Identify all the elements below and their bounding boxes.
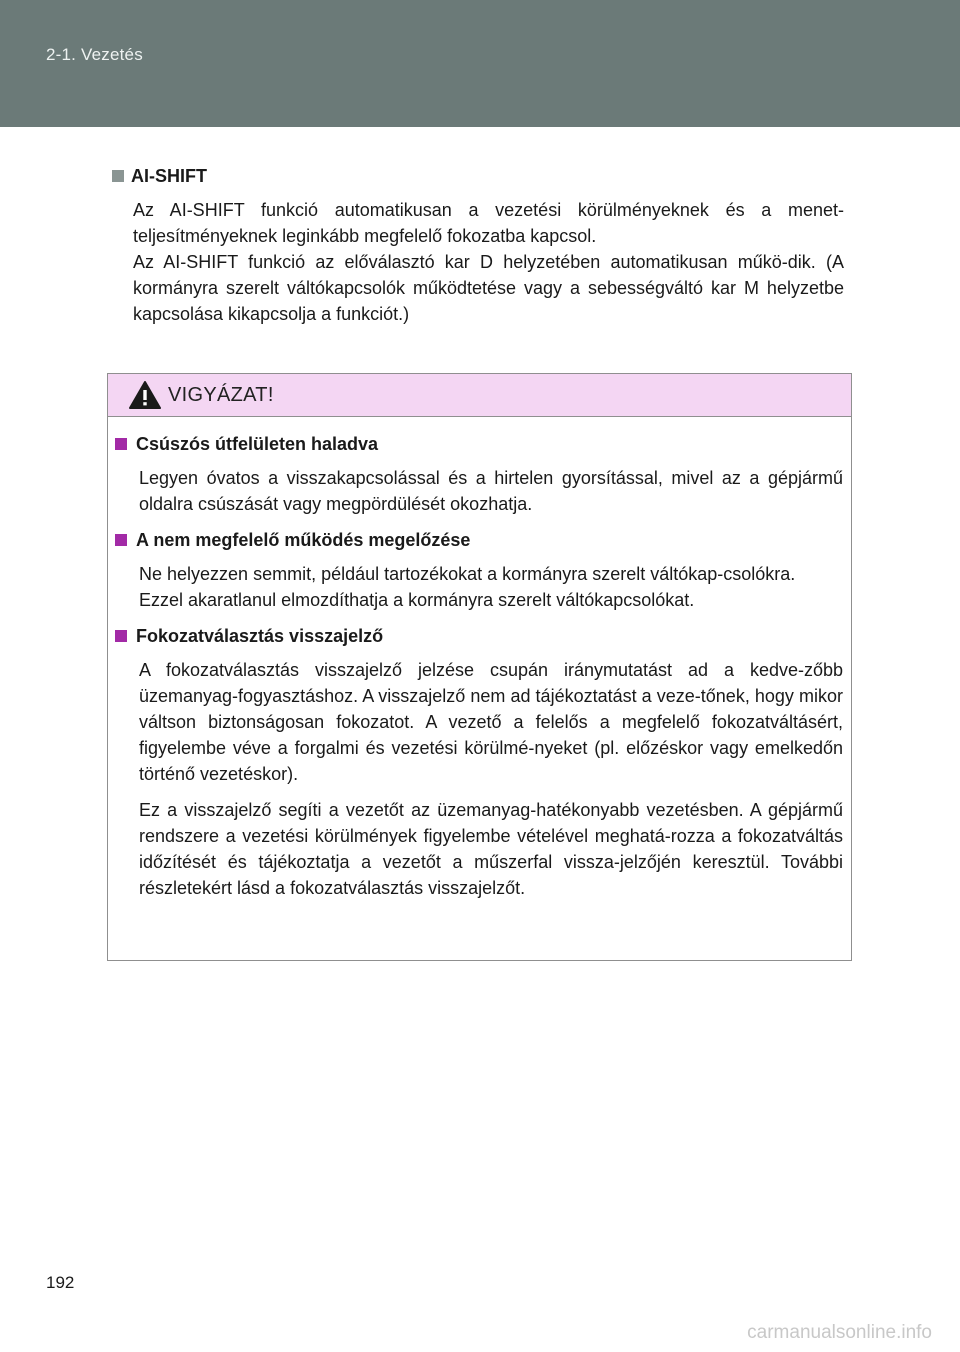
warning-header bbox=[108, 374, 851, 417]
warning-paragraph: Ezzel akaratlanul elmozdíthatja a kormányra szerelt váltókapcsolókat. bbox=[139, 590, 695, 610]
warning-section-heading bbox=[115, 623, 843, 649]
warning-paragraph: Ne helyezzen semmit, például tartozékokat a kormányra szerelt váltókap-csolókra. bbox=[139, 564, 796, 584]
square-bullet-icon bbox=[115, 438, 127, 450]
warning-section-heading-text: Csúszós útfelületen haladva bbox=[136, 434, 379, 454]
warning-triangle-icon bbox=[128, 380, 162, 410]
warning-paragraph: Legyen óvatos a visszakapcsolással és a hirtelen gyorsítással, mivel az a gépjármű oldalra csúszását vagy megpördülését okozhatja. bbox=[139, 468, 843, 514]
ai-shift-section bbox=[112, 163, 844, 327]
page-number: 192 bbox=[46, 1273, 75, 1292]
warning-section-gear-indicator bbox=[115, 623, 843, 901]
warning-section-slippery bbox=[115, 431, 843, 517]
warning-box bbox=[107, 373, 852, 961]
warning-section-malfunction bbox=[115, 527, 843, 613]
section-heading bbox=[112, 163, 844, 189]
warning-paragraph: Ez a visszajelző segíti a vezetőt az üzemanyag-hatékonyabb vezetésben. A gépjármű rendszere a vezetési körülmények figyelembe vételével meghatá-rozza a fokozatváltás időzítését és tájékoztatja a vezetőt a műszerfal vissza-jelzőjén keresztül. További részletekért lásd a fokozatválasztás visszajelzőt. bbox=[139, 800, 843, 898]
warning-body bbox=[108, 417, 851, 901]
warning-section-heading bbox=[115, 527, 843, 553]
watermark: carmanualsonline.info bbox=[747, 1322, 932, 1343]
body-paragraph: Az AI-SHIFT funkció automatikusan a vezetési körülményeknek és a menet-teljesítményeknek leginkább megfelelő fokozatba kapcsol. bbox=[133, 200, 844, 246]
warning-title: VIGYÁZAT! bbox=[168, 383, 274, 406]
warning-section-heading bbox=[115, 431, 843, 457]
page-header bbox=[0, 0, 960, 127]
body-paragraph: Az AI-SHIFT funkció az előválasztó kar D helyzetében automatikusan műkö-dik. (A kormányra szerelt váltókapcsolók működtetése vagy a sebességváltó kar M helyzetbe kapcsolása kikapcsolja a funkciót.) bbox=[133, 252, 844, 324]
chapter-title: 2-1. Vezetés bbox=[46, 45, 143, 64]
square-bullet-icon bbox=[115, 630, 127, 642]
section-heading-text: AI-SHIFT bbox=[131, 166, 207, 186]
warning-paragraph: A fokozatválasztás visszajelző jelzése csupán iránymutatást ad a kedve-zőbb üzemanyag-fogyasztáshoz. A visszajelző nem ad tájékoztatást a veze-tőnek, hogy mikor váltson biztonságosan fokozatot. A vezető a felelős a megfelelő fokozatváltásért, figyelembe véve a forgalmi és vezetési körülmé-nyeket (pl. előzéskor vagy emelkedőn történő vezetéskor). bbox=[139, 660, 843, 784]
warning-section-heading-text: A nem megfelelő működés megelőzése bbox=[136, 530, 471, 550]
warning-section-heading-text: Fokozatválasztás visszajelző bbox=[136, 626, 384, 646]
square-bullet-icon bbox=[115, 534, 127, 546]
square-bullet-icon bbox=[112, 170, 124, 182]
